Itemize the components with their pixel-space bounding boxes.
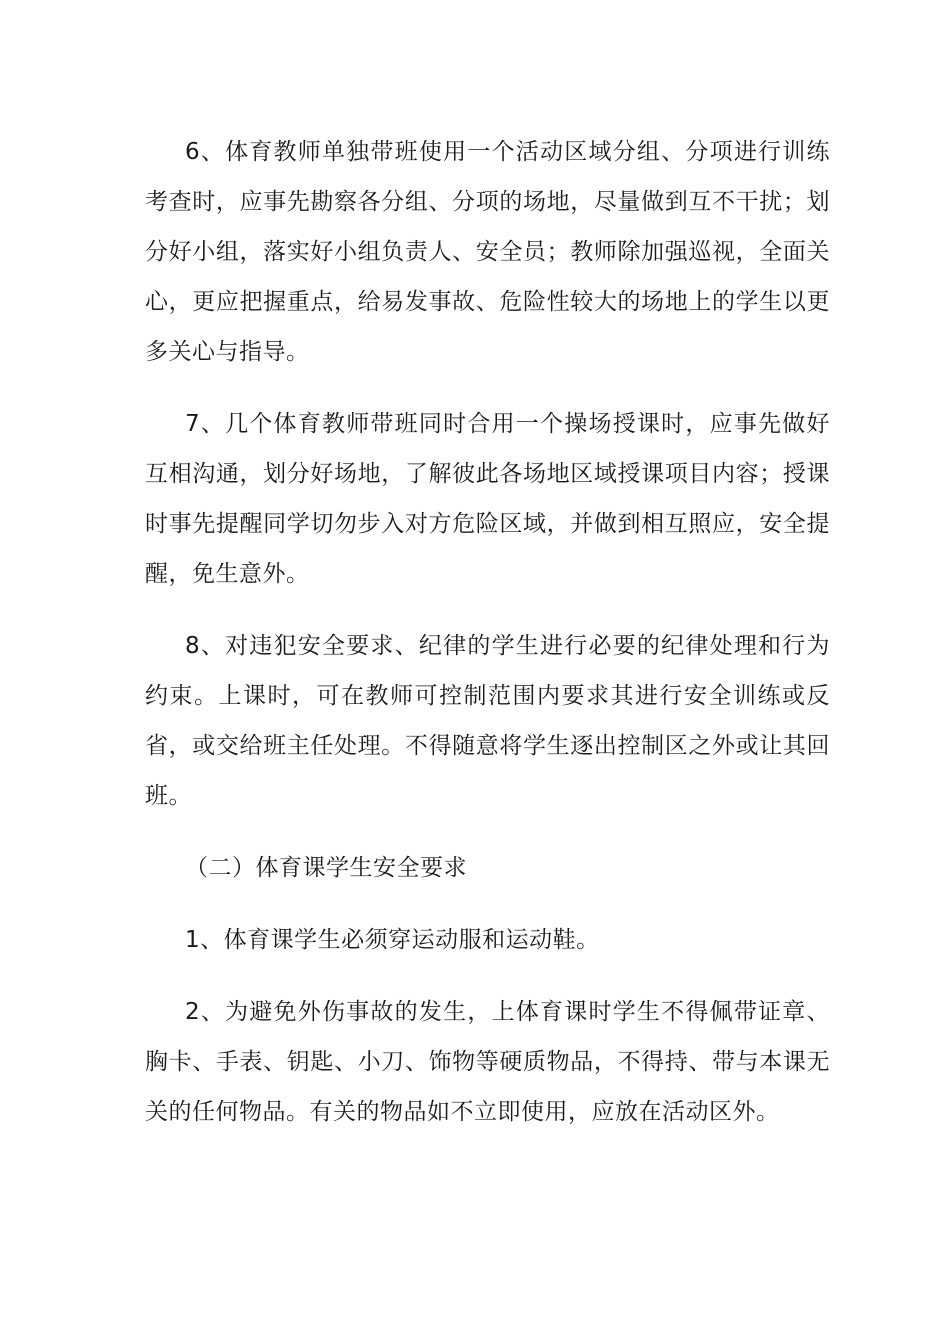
paragraph-item-8: 8、对违犯安全要求、纪律的学生进行必要的纪律处理和行为约束。上课时，可在教师可控制范围内要求其进行安全训练或反省，或交给班主任处理。不得随意将学生逐出控制区之外或让其回班。 [145, 633, 830, 809]
requirement-item-2: 2、为避免外伤事故的发生，上体育课时学生不得佩带证章、胸卡、手表、钥匙、小刀、饰物等硬质物品，不得持、带与本课无关的任何物品。有关的物品如不立即使用，应放在活动区外。 [145, 999, 830, 1125]
document-body [145, 127, 830, 1137]
requirement-item-1: 1、体育课学生必须穿运动服和运动鞋。 [185, 927, 600, 953]
paragraph-item-6: 6、体育教师单独带班使用一个活动区域分组、分项进行训练考查时，应事先勘察各分组、分项的场地，尽量做到互不干扰；划分好小组，落实好小组负责人、安全员；教师除加强巡视，全面关心，更应把握重点，给易发事故、危险性较大的场地上的学生以更多关心与指导。 [145, 139, 830, 365]
paragraph-item-7: 7、几个体育教师带班同时合用一个操场授课时，应事先做好互相沟通，划分好场地，了解彼此各场地区域授课项目内容；授课时事先提醒同学切勿步入对方危险区域，并做到相互照应，安全提醒，免生意外。 [145, 411, 830, 587]
section-heading: （二）体育课学生安全要求 [185, 855, 467, 881]
